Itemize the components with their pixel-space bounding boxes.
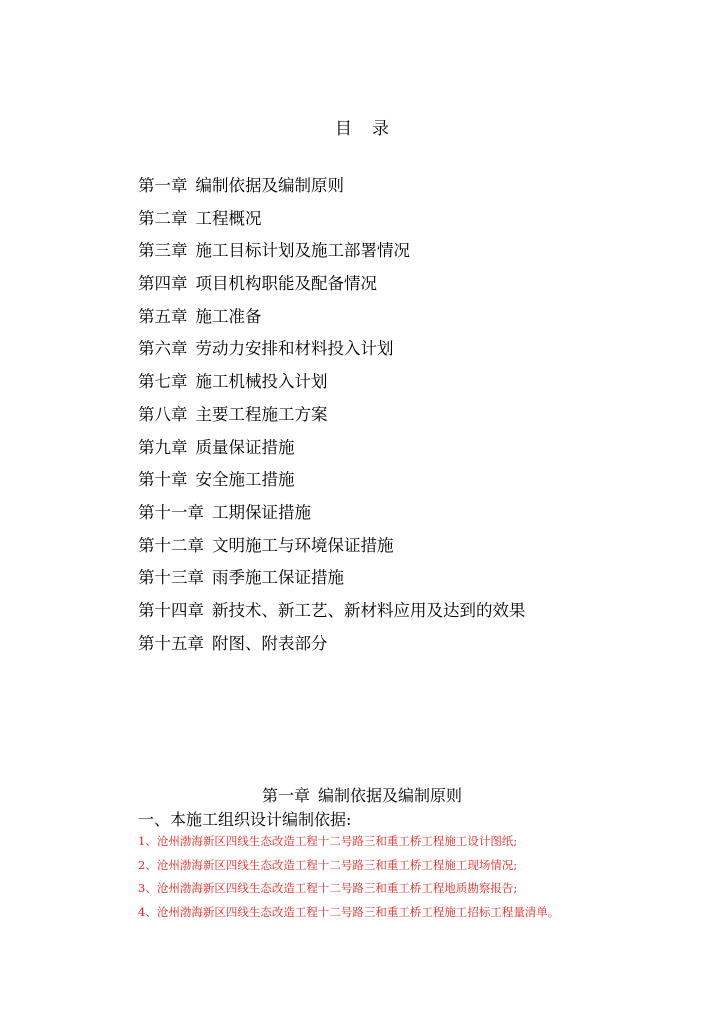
toc-item[interactable] (138, 305, 526, 338)
toc-item-title: 文明施工与环境保证措施 (212, 535, 394, 555)
toc-item[interactable] (138, 632, 526, 665)
toc-item[interactable] (138, 337, 526, 370)
toc-item-number: 第十四章 (138, 600, 204, 620)
toc-item-number: 第十三章 (138, 568, 204, 588)
basis-item: 1、沧州渤海新区四线生态改造工程十二号路三和重工桥工程施工设计图纸; (138, 834, 518, 848)
toc-item-number: 第二章 (138, 208, 188, 228)
section-heading: 一、本施工组织设计编制依据: (138, 810, 352, 829)
toc-item-number: 第十二章 (138, 535, 204, 555)
toc-item-number: 第九章 (138, 437, 188, 457)
toc-item-number: 第七章 (138, 372, 188, 392)
chapter-heading (0, 783, 724, 806)
toc-item-title: 主要工程施工方案 (195, 404, 328, 424)
basis-list (138, 832, 559, 926)
toc-item[interactable] (138, 239, 526, 272)
basis-item: 3、沧州渤海新区四线生态改造工程十二号路三和重工桥工程地质勘察报告; (138, 881, 518, 895)
toc-item-title: 项目机构职能及配备情况 (195, 274, 377, 294)
toc-list (138, 174, 526, 664)
toc-item-title: 新技术、新工艺、新材料应用及达到的效果 (212, 600, 526, 620)
toc-item[interactable] (138, 436, 526, 469)
toc-item[interactable] (138, 207, 526, 240)
toc-item-title: 质量保证措施 (195, 437, 295, 457)
toc-title: 目录 (335, 119, 409, 139)
toc-item-number: 第四章 (138, 274, 188, 294)
toc-item-title: 施工准备 (195, 306, 262, 326)
toc-item[interactable] (138, 272, 526, 305)
toc-item-title: 施工机械投入计划 (195, 372, 328, 392)
toc-item-number: 第一章 (138, 176, 188, 195)
toc-item[interactable] (138, 370, 526, 403)
toc-item-title: 附图、附表部分 (212, 633, 328, 653)
toc-item-number: 第五章 (138, 306, 188, 326)
toc-item[interactable] (138, 403, 526, 436)
toc-item-number: 第十一章 (138, 502, 204, 522)
toc-item-number: 第十章 (138, 470, 188, 490)
toc-item[interactable] (138, 599, 526, 632)
toc-item[interactable] (138, 566, 526, 599)
toc-item[interactable] (138, 534, 526, 567)
toc-item-title: 编制依据及编制原则 (195, 176, 344, 195)
basis-item: 2、沧州渤海新区四线生态改造工程十二号路三和重工桥工程施工现场情况; (138, 857, 518, 872)
toc-item-number: 第六章 (138, 339, 188, 359)
toc-item-title: 施工目标计划及施工部署情况 (195, 241, 410, 261)
toc-item-number: 第八章 (138, 404, 188, 424)
toc-item[interactable] (138, 174, 526, 207)
toc-item-title: 雨季施工保证措施 (212, 568, 344, 588)
toc-item-title: 工程概况 (195, 208, 262, 228)
toc-item-number: 第三章 (138, 241, 188, 261)
toc-item[interactable] (138, 501, 526, 534)
toc-item[interactable] (138, 468, 526, 501)
toc-item-title: 劳动力安排和材料投入计划 (195, 339, 394, 359)
chapter-title: 编制依据及编制原则 (318, 786, 463, 805)
toc-item-title: 安全施工措施 (195, 470, 295, 490)
basis-item: 4、沧州渤海新区四线生态改造工程十二号路三和重工桥工程施工招标工程量清单。 (138, 904, 560, 919)
toc-item-number: 第十五章 (138, 633, 204, 653)
chapter-number: 第一章 (261, 786, 310, 805)
toc-item-title: 工期保证措施 (212, 502, 311, 522)
